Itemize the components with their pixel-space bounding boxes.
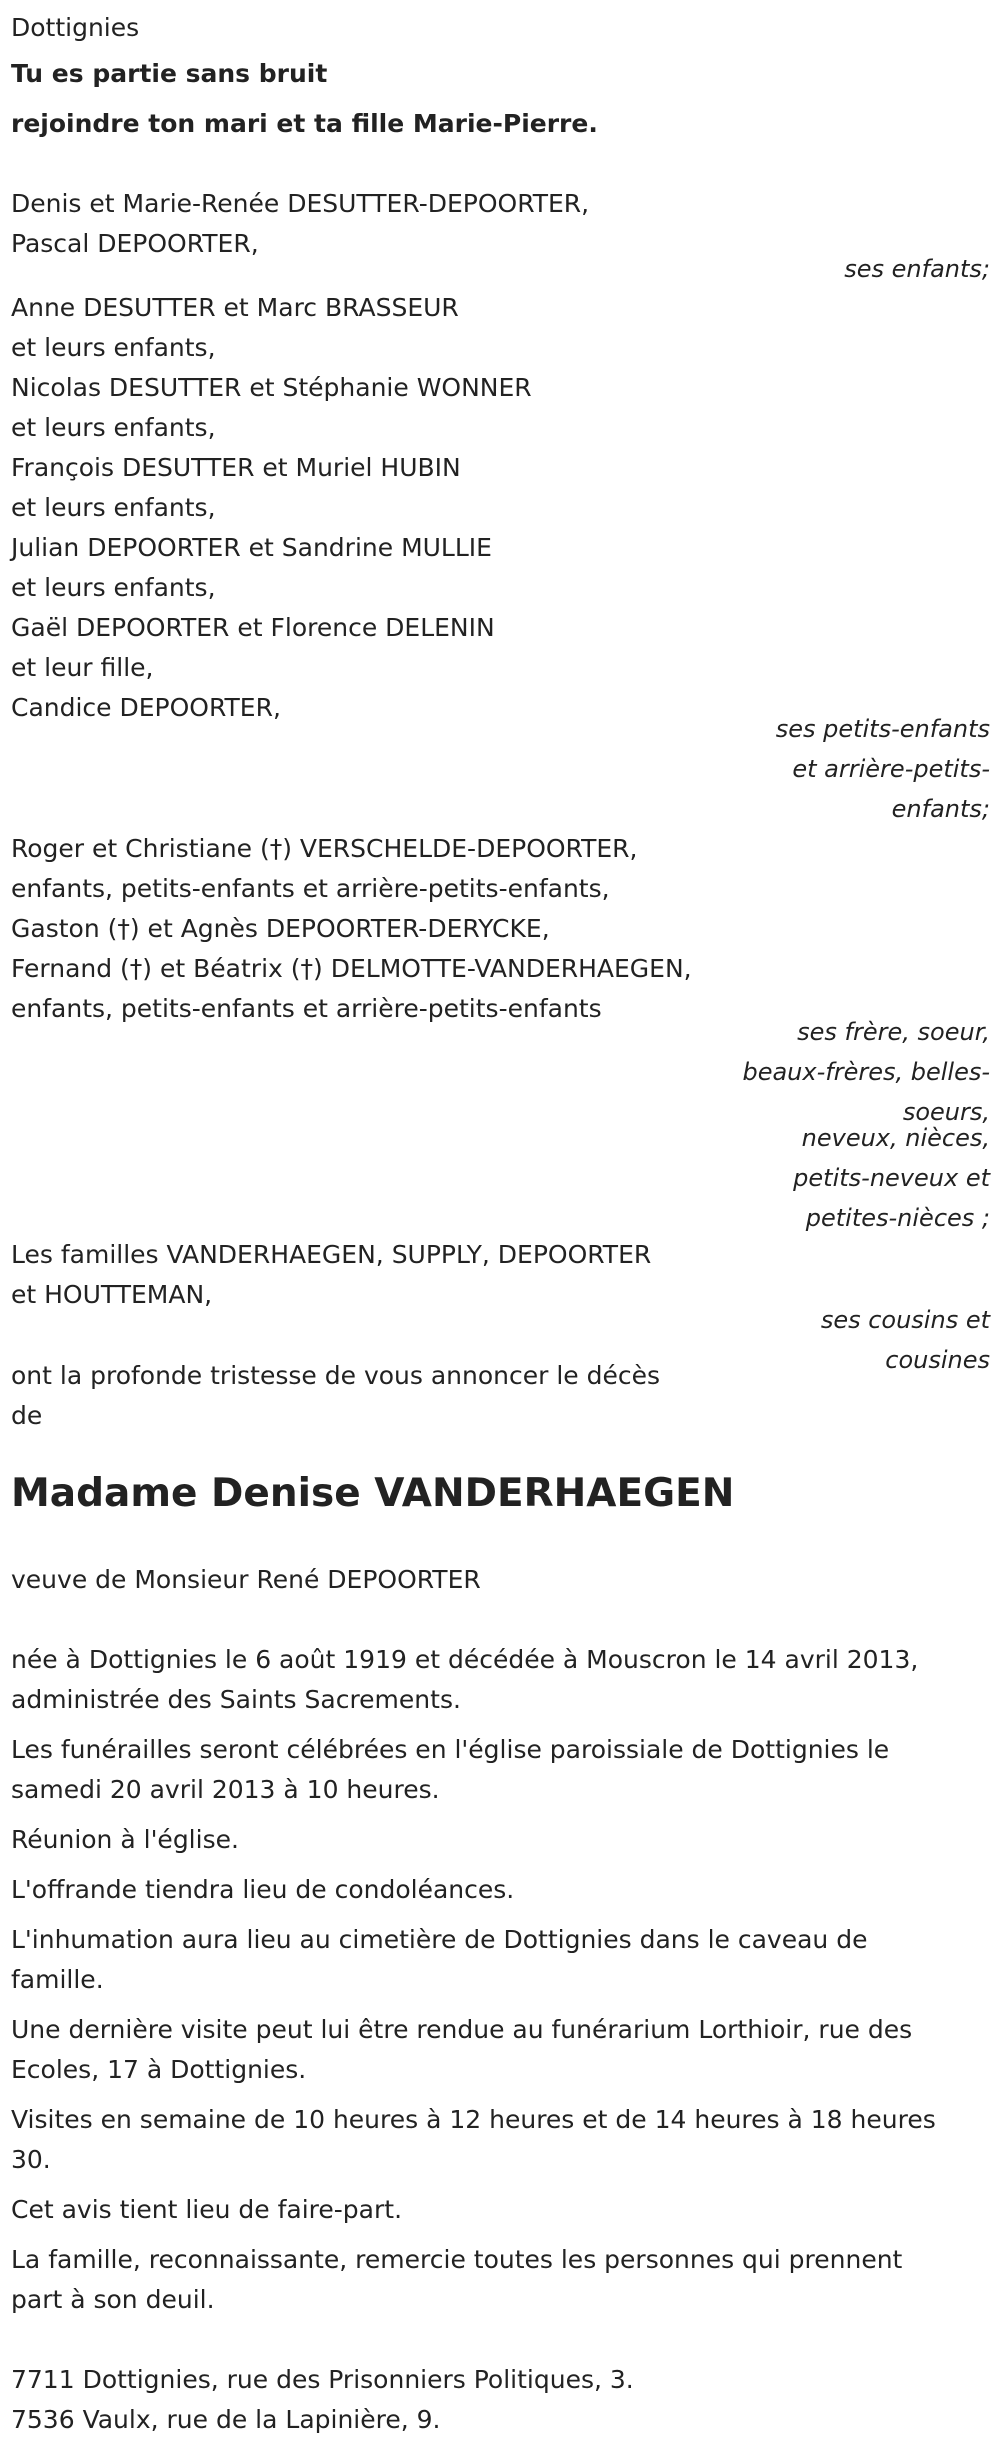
families-line: Les familles VANDERHAEGEN, SUPPLY, DEPOORTER — [11, 1240, 652, 1269]
children-line: Pascal DEPOORTER, — [11, 229, 259, 258]
address-line: 7711 Dottignies, rue des Prisonniers Politiques, 3. — [11, 2365, 634, 2394]
deceased-spouse: veuve de Monsieur René DEPOORTER — [11, 1565, 481, 1594]
detail-line: La famille, reconnaissante, remercie toutes les personnes qui prennent — [11, 2245, 903, 2274]
detail-line: Cet avis tient lieu de faire-part. — [11, 2195, 403, 2224]
detail-line: née à Dottignies le 6 août 1919 et décédée à Mouscron le 14 avril 2013, — [11, 1645, 919, 1674]
detail-line: Ecoles, 17 à Dottignies. — [11, 2055, 307, 2084]
siblings-role: beaux-frères, belles- — [742, 1058, 990, 1086]
detail-line: Réunion à l'église. — [11, 1825, 239, 1854]
header-verse-line: Tu es partie sans bruit — [11, 59, 328, 88]
grandchildren-line: François DESUTTER et Muriel HUBIN — [11, 453, 461, 482]
families-role: ses cousins et — [820, 1306, 990, 1334]
grandchildren-role: enfants; — [891, 795, 990, 823]
detail-line: samedi 20 avril 2013 à 10 heures. — [11, 1775, 440, 1804]
grandchildren-line: Gaël DEPOORTER et Florence DELENIN — [11, 613, 495, 642]
announcement-line: de — [11, 1401, 43, 1430]
families-line: et HOUTTEMAN, — [11, 1280, 213, 1309]
siblings-role: soeurs, — [902, 1098, 990, 1126]
children-line: Denis et Marie-Renée DESUTTER-DEPOORTER, — [11, 189, 590, 218]
grandchildren-role: ses petits-enfants — [775, 715, 990, 743]
children-role: ses enfants; — [844, 255, 990, 283]
header-verse-line: rejoindre ton mari et ta fille Marie-Pierre. — [11, 109, 598, 138]
nephews-role: petites-nièces ; — [805, 1204, 990, 1232]
siblings-role: ses frère, soeur, — [797, 1018, 990, 1046]
grandchildren-line: et leurs enfants, — [11, 333, 216, 362]
detail-line: 30. — [11, 2145, 51, 2174]
families-role: cousines — [885, 1346, 990, 1374]
siblings-line: Gaston (†) et Agnès DEPOORTER-DERYCKE, — [11, 914, 550, 943]
detail-line: Visites en semaine de 10 heures à 12 heures et de 14 heures à 18 heures — [11, 2105, 936, 2134]
detail-line: Les funérailles seront célébrées en l'église paroissiale de Dottignies le — [11, 1735, 890, 1764]
grandchildren-line: Anne DESUTTER et Marc BRASSEUR — [11, 293, 459, 322]
grandchildren-line: et leurs enfants, — [11, 413, 216, 442]
grandchildren-line: Julian DEPOORTER et Sandrine MULLIE — [11, 533, 492, 562]
grandchildren-line: Candice DEPOORTER, — [11, 693, 281, 722]
detail-line: L'inhumation aura lieu au cimetière de Dottignies dans le caveau de — [11, 1925, 868, 1954]
grandchildren-line: et leurs enfants, — [11, 573, 216, 602]
nephews-role: neveux, nièces, — [801, 1124, 990, 1152]
siblings-line: Roger et Christiane (†) VERSCHELDE-DEPOORTER, — [11, 834, 638, 863]
grandchildren-line: et leurs enfants, — [11, 493, 216, 522]
address-line: 7536 Vaulx, rue de la Lapinière, 9. — [11, 2405, 441, 2434]
grandchildren-line: Nicolas DESUTTER et Stéphanie WONNER — [11, 373, 532, 402]
siblings-line: enfants, petits-enfants et arrière-petits-enfants — [11, 994, 602, 1023]
header-town: Dottignies — [11, 13, 140, 42]
siblings-line: enfants, petits-enfants et arrière-petits-enfants, — [11, 874, 610, 903]
detail-line: famille. — [11, 1965, 104, 1994]
announcement-line: ont la profonde tristesse de vous annoncer le décès — [11, 1361, 661, 1390]
grandchildren-role: et arrière-petits- — [792, 755, 990, 783]
detail-line: administrée des Saints Sacrements. — [11, 1685, 461, 1714]
siblings-line: Fernand (†) et Béatrix (†) DELMOTTE-VANDERHAEGEN, — [11, 954, 692, 983]
nephews-role: petits-neveux et — [793, 1164, 990, 1192]
detail-line: part à son deuil. — [11, 2285, 215, 2314]
deceased-name: Madame Denise VANDERHAEGEN — [11, 1471, 735, 1516]
grandchildren-line: et leur fille, — [11, 653, 154, 682]
detail-line: Une dernière visite peut lui être rendue au funérarium Lorthioir, rue des — [11, 2015, 913, 2044]
detail-line: L'offrande tiendra lieu de condoléances. — [11, 1875, 515, 1904]
